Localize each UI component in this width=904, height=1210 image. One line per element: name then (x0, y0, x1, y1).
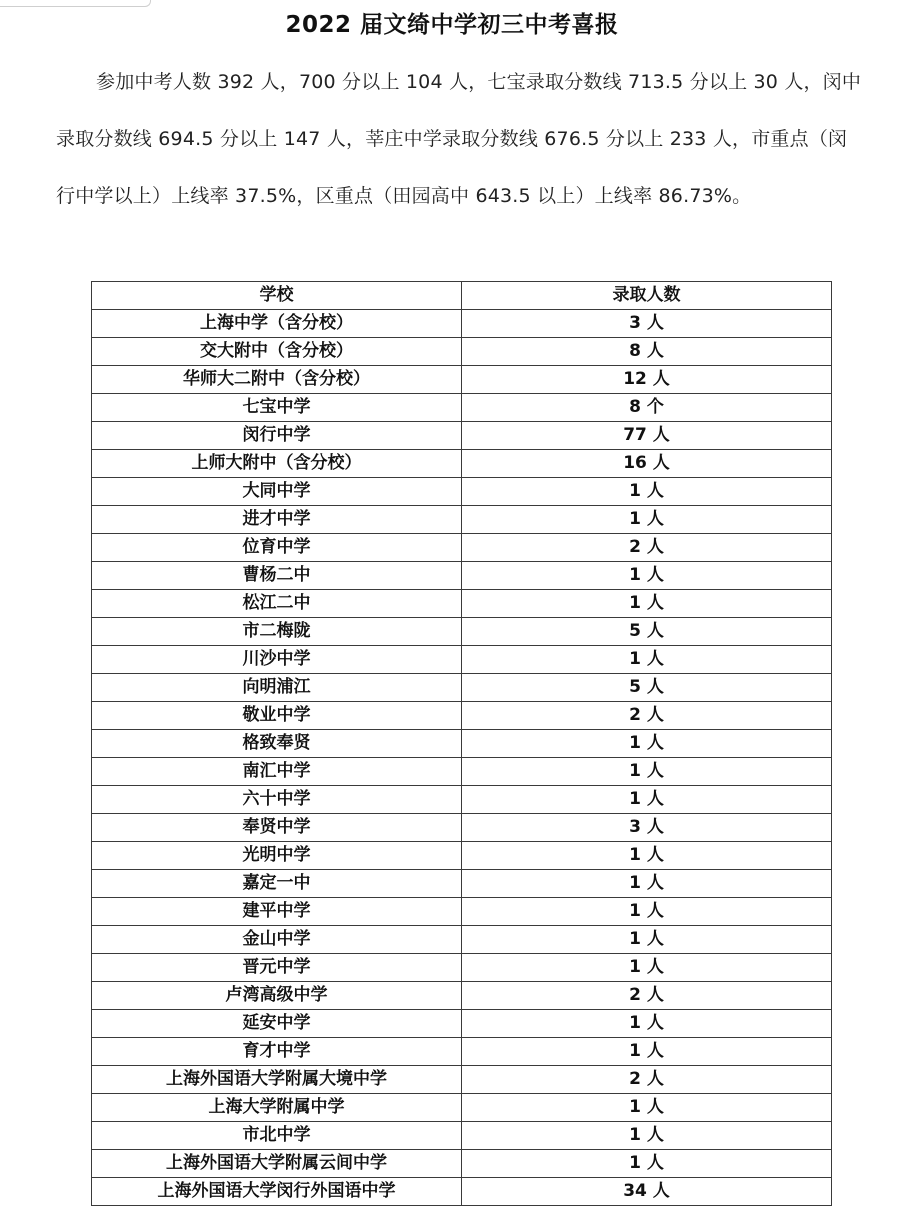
table-row (92, 646, 832, 674)
table-row (92, 478, 832, 506)
admission-count-cell: 3 人 (462, 814, 832, 842)
admission-count-cell: 1 人 (462, 1010, 832, 1038)
table-row (92, 898, 832, 926)
table-row (92, 618, 832, 646)
intro-paragraph: 参加中考人数 392 人，700 分以上 104 人，七宝录取分数线 713.5 分以上 30 人，闵中录取分数线 694.5 分以上 147 人，莘庄中学录取分数线 676.5 分以上 233 人，市重点（闵行中学以上）上线率 37.5%，区重点（田园高中 643.5 以上）上线率 86.73%。 (56, 71, 862, 207)
admission-count-cell: 1 人 (462, 786, 832, 814)
admission-count-cell: 1 人 (462, 954, 832, 982)
table-row (92, 702, 832, 730)
school-name-cell: 上海外国语大学闵行外国语中学 (92, 1178, 462, 1206)
admission-count-cell: 3 人 (462, 310, 832, 338)
admission-count-cell: 5 人 (462, 674, 832, 702)
table-row (92, 870, 832, 898)
school-name-cell: 闵行中学 (92, 422, 462, 450)
school-name-cell: 南汇中学 (92, 758, 462, 786)
school-name-cell: 敬业中学 (92, 702, 462, 730)
table-row (92, 982, 832, 1010)
admission-count-cell: 1 人 (462, 1038, 832, 1066)
table-row (92, 366, 832, 394)
school-name-cell: 进才中学 (92, 506, 462, 534)
admission-count-cell: 2 人 (462, 702, 832, 730)
table-row (92, 1150, 832, 1178)
school-name-cell: 上海外国语大学附属云间中学 (92, 1150, 462, 1178)
admission-count-cell: 34 人 (462, 1178, 832, 1206)
table-row (92, 534, 832, 562)
admission-count-cell: 1 人 (462, 842, 832, 870)
table-row (92, 926, 832, 954)
school-name-cell: 奉贤中学 (92, 814, 462, 842)
school-name-cell: 大同中学 (92, 478, 462, 506)
admission-count-cell: 8 人 (462, 338, 832, 366)
admission-count-cell: 1 人 (462, 898, 832, 926)
admission-count-cell: 1 人 (462, 646, 832, 674)
school-name-cell: 市北中学 (92, 1122, 462, 1150)
table-row (92, 814, 832, 842)
admission-count-cell: 1 人 (462, 758, 832, 786)
school-name-cell: 建平中学 (92, 898, 462, 926)
table-row (92, 394, 832, 422)
school-name-cell: 育才中学 (92, 1038, 462, 1066)
table-row (92, 1122, 832, 1150)
table-row (92, 730, 832, 758)
school-name-cell: 上海大学附属中学 (92, 1094, 462, 1122)
admission-count-cell: 16 人 (462, 450, 832, 478)
school-name-cell: 曹杨二中 (92, 562, 462, 590)
admission-count-cell: 77 人 (462, 422, 832, 450)
table-row (92, 338, 832, 366)
admission-count-cell: 2 人 (462, 1066, 832, 1094)
table-body (92, 310, 832, 1206)
admission-count-cell: 2 人 (462, 982, 832, 1010)
school-name-cell: 上海中学（含分校） (92, 310, 462, 338)
header-count: 录取人数 (462, 282, 832, 310)
school-name-cell: 七宝中学 (92, 394, 462, 422)
school-name-cell: 川沙中学 (92, 646, 462, 674)
school-name-cell: 延安中学 (92, 1010, 462, 1038)
table-row (92, 674, 832, 702)
table-row (92, 1038, 832, 1066)
document-title: 2022 届文绮中学初三中考喜报 (285, 12, 619, 38)
table-row (92, 422, 832, 450)
school-name-cell: 金山中学 (92, 926, 462, 954)
admission-count-cell: 1 人 (462, 506, 832, 534)
school-name-cell: 格致奉贤 (92, 730, 462, 758)
table-row (92, 842, 832, 870)
table-header-row (92, 282, 832, 310)
admission-count-cell: 12 人 (462, 366, 832, 394)
admission-table (91, 281, 832, 1206)
school-name-cell: 松江二中 (92, 590, 462, 618)
school-name-cell: 嘉定一中 (92, 870, 462, 898)
school-name-cell: 位育中学 (92, 534, 462, 562)
table-row (92, 786, 832, 814)
admission-count-cell: 8 个 (462, 394, 832, 422)
school-name-cell: 向明浦江 (92, 674, 462, 702)
admission-count-cell: 1 人 (462, 1094, 832, 1122)
table-row (92, 1178, 832, 1206)
admission-count-cell: 1 人 (462, 590, 832, 618)
school-name-cell: 华师大二附中（含分校） (92, 366, 462, 394)
header-school: 学校 (92, 282, 462, 310)
admission-count-cell: 1 人 (462, 1150, 832, 1178)
table-row (92, 450, 832, 478)
school-name-cell: 卢湾高级中学 (92, 982, 462, 1010)
school-name-cell: 上海外国语大学附属大境中学 (92, 1066, 462, 1094)
table-row (92, 506, 832, 534)
table-row (92, 1010, 832, 1038)
table-row (92, 1094, 832, 1122)
admission-count-cell: 1 人 (462, 562, 832, 590)
school-name-cell: 晋元中学 (92, 954, 462, 982)
school-name-cell: 市二梅陇 (92, 618, 462, 646)
table-row (92, 1066, 832, 1094)
admission-count-cell: 1 人 (462, 730, 832, 758)
school-name-cell: 上师大附中（含分校） (92, 450, 462, 478)
school-name-cell: 交大附中（含分校） (92, 338, 462, 366)
admission-count-cell: 1 人 (462, 926, 832, 954)
table-row (92, 954, 832, 982)
table-row (92, 758, 832, 786)
school-name-cell: 光明中学 (92, 842, 462, 870)
school-name-cell: 六十中学 (92, 786, 462, 814)
table-row (92, 310, 832, 338)
admission-count-cell: 2 人 (462, 534, 832, 562)
table-row (92, 590, 832, 618)
table-row (92, 562, 832, 590)
admission-count-cell: 5 人 (462, 618, 832, 646)
admission-count-cell: 1 人 (462, 478, 832, 506)
admission-count-cell: 1 人 (462, 1122, 832, 1150)
admission-count-cell: 1 人 (462, 870, 832, 898)
